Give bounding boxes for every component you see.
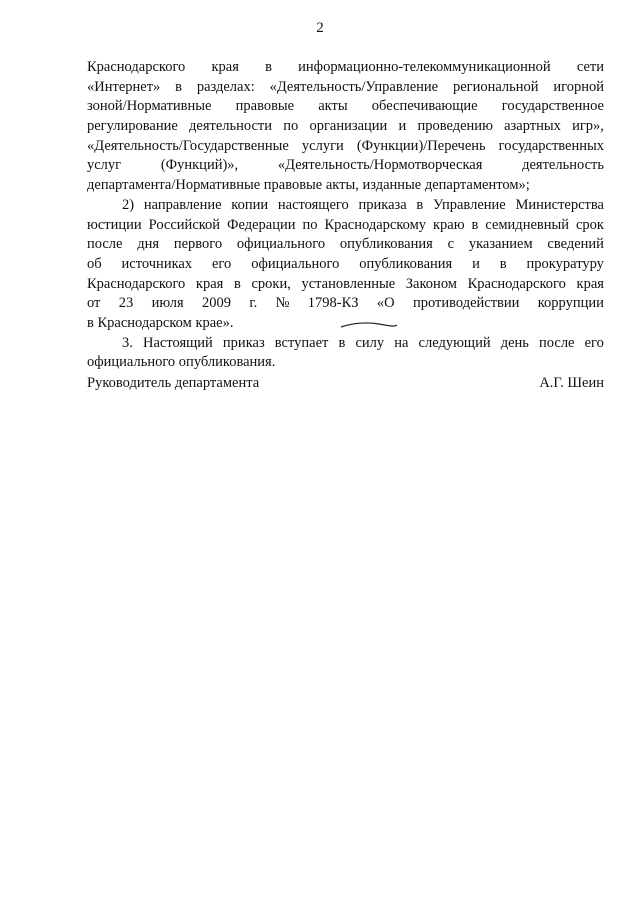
text-line: официального опубликования. xyxy=(87,354,276,371)
text-line: департамента/Нормативные правовые акты, изданные департаментом»; xyxy=(87,177,530,194)
paragraph-2 xyxy=(87,196,604,334)
text-line: услуг (Функций)», «Деятельность/Нормотворческая деятельность xyxy=(87,157,604,174)
paragraph-3 xyxy=(87,334,604,373)
text-line: 2) направление копии настоящего приказа в Управление Министерства xyxy=(122,196,604,213)
text-line: регулирование деятельности по организации и проведению азартных игр», xyxy=(87,118,604,135)
signatory-position: Руководитель департамента xyxy=(87,375,260,391)
text-line: зоной/Нормативные правовые акты обеспечивающие государственное xyxy=(87,98,604,115)
text-line: в Краснодарском крае». xyxy=(87,314,234,331)
text-line: после дня первого официального опубликования с указанием сведений xyxy=(87,236,604,253)
text-line: юстиции Российской Федерации по Краснодарскому краю в семидневный срок xyxy=(87,216,604,233)
text-line: 3. Настоящий приказ вступает в силу на следующий день после его xyxy=(122,334,604,351)
text-line: от 23 июля 2009 г. № 1798-КЗ «О противодействии коррупции xyxy=(87,295,604,312)
signatory-name: А.Г. Шеин xyxy=(539,375,604,391)
text-line: Краснодарского края в информационно-телекоммуникационной сети xyxy=(87,59,604,75)
handwritten-underline-mark xyxy=(339,319,399,331)
text-line: Краснодарского края в сроки, установленные Законом Краснодарского края xyxy=(87,275,604,292)
signature-block xyxy=(87,375,604,392)
text-line: об источниках его официального опубликования и в прокуратуру xyxy=(87,255,604,272)
paragraph-1 xyxy=(87,58,604,196)
page-number: 2 xyxy=(316,20,324,36)
text-line: «Интернет» в разделах: «Деятельность/Управление региональной игорной xyxy=(87,78,604,95)
text-line: «Деятельность/Государственные услуги (Функции)/Перечень государственных xyxy=(87,137,604,154)
